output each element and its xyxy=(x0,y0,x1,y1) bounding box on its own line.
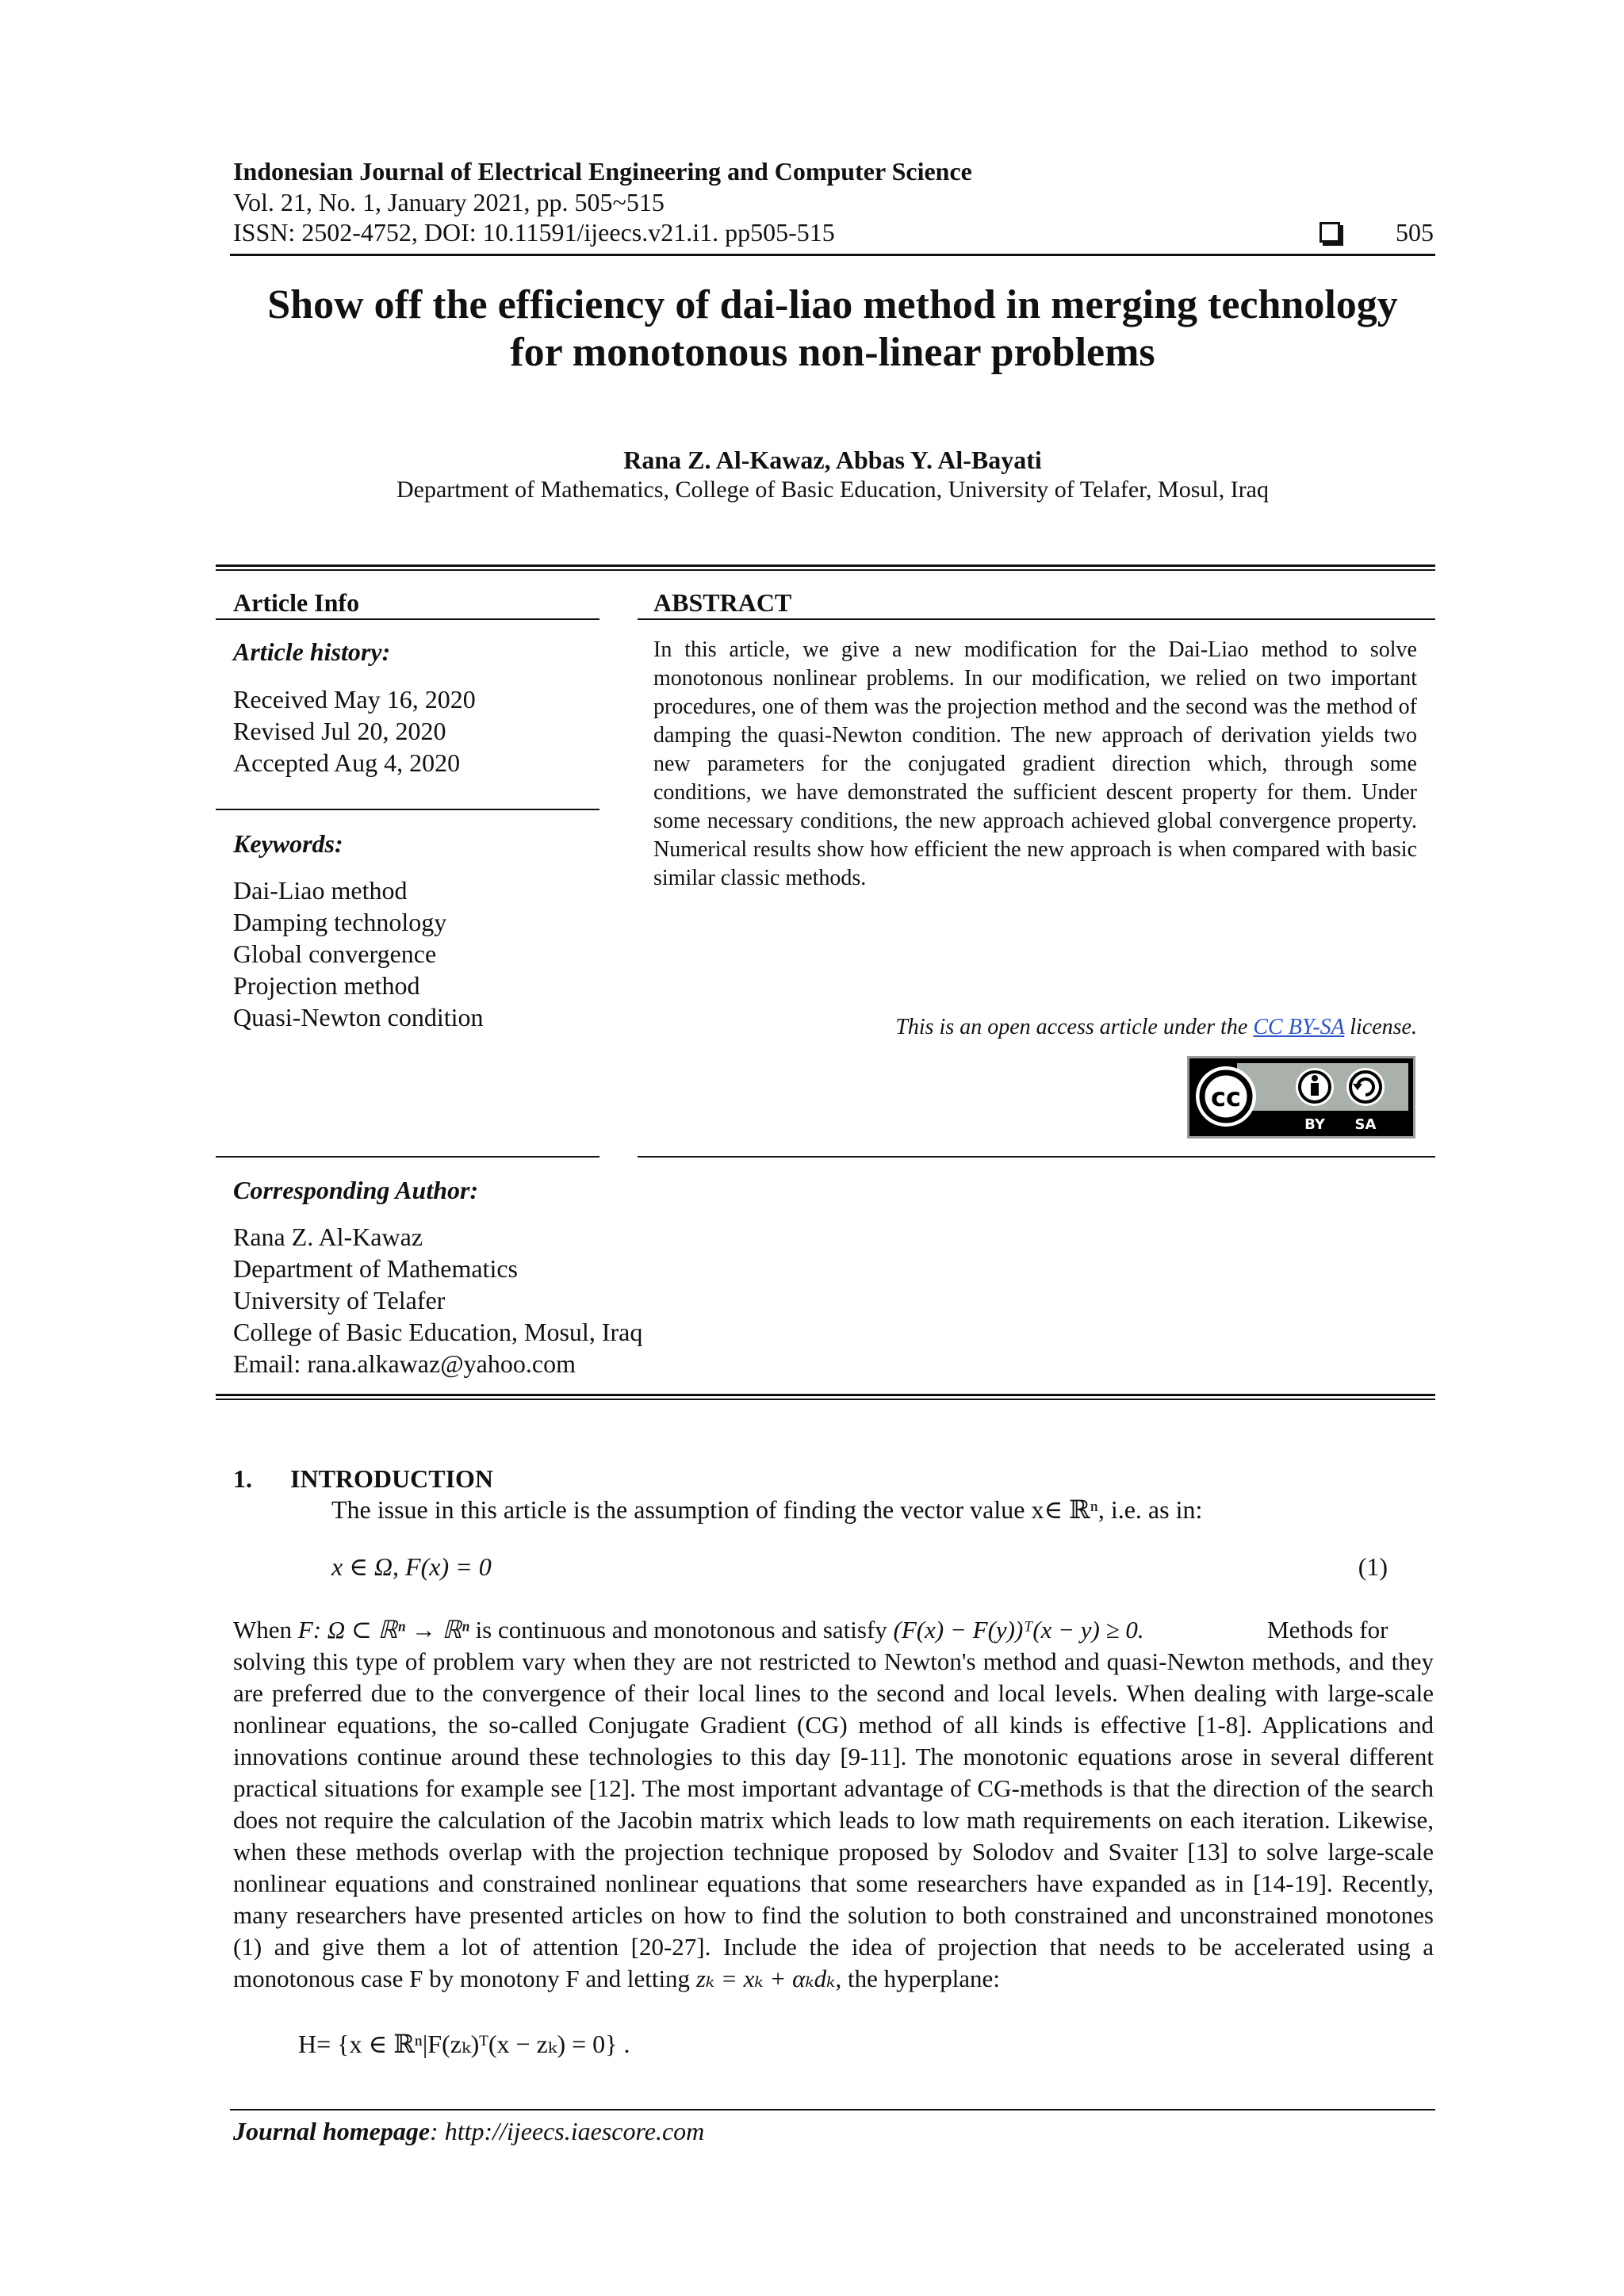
license-prefix: This is an open access article under the xyxy=(895,1015,1254,1039)
keyword-item: Global convergence xyxy=(233,939,437,968)
license-link[interactable]: CC BY-SA xyxy=(1253,1015,1345,1039)
keywords-list xyxy=(233,874,484,1033)
share-alike-icon xyxy=(1346,1068,1385,1106)
square-icon xyxy=(1320,222,1340,243)
intro-sentence: The issue in this article is the assumption of finding the vector value x∈ ℝⁿ, i.e. as in: xyxy=(331,1495,1203,1524)
intro-paragraph xyxy=(233,1646,1434,1995)
monotonicity-math: (F(x) − F(y))ᵀ(x − y) ≥ 0. xyxy=(893,1616,1144,1644)
abstract-rule xyxy=(638,618,1435,620)
monotone-definition-line xyxy=(233,1614,1434,1646)
corresponding-email[interactable]: Email: rana.alkawaz@yahoo.com xyxy=(233,1349,576,1378)
equation-1-number: (1) xyxy=(1358,1552,1388,1581)
authors: Rana Z. Al-Kawaz, Abbas Y. Al-Bayati xyxy=(623,446,1042,474)
header-rule xyxy=(230,254,1435,256)
left-bottom-rule xyxy=(216,1156,599,1158)
paper-title xyxy=(174,281,1491,377)
footer-label: Journal homepage xyxy=(233,2117,431,2145)
corresponding-university: University of Telafer xyxy=(233,1286,446,1314)
title-line-1: Show off the efficiency of dai-liao method in merging technology xyxy=(267,282,1398,327)
abstract-heading: ABSTRACT xyxy=(653,588,792,617)
license-suffix: license. xyxy=(1344,1015,1417,1039)
keyword-item: Dai-Liao method xyxy=(233,876,408,905)
methods-for-text: Methods for xyxy=(1267,1616,1388,1644)
right-bottom-rule xyxy=(638,1156,1435,1158)
journal-issn: ISSN: 2502-4752, DOI: 10.11591/ijeecs.v21.i1. pp505-515 xyxy=(233,218,835,247)
history-list xyxy=(233,683,476,779)
section-heading: INTRODUCTION xyxy=(290,1464,494,1493)
person-icon xyxy=(1296,1068,1334,1106)
history-revised: Revised Jul 20, 2020 xyxy=(233,717,446,745)
footer xyxy=(233,2115,704,2147)
history-accepted: Accepted Aug 4, 2020 xyxy=(233,748,461,777)
corresponding-name: Rana Z. Al-Kawaz xyxy=(233,1223,423,1251)
article-info-rule xyxy=(216,618,599,620)
history-rule xyxy=(216,809,599,810)
journal-volume: Vol. 21, No. 1, January 2021, pp. 505~515 xyxy=(233,188,665,216)
corresponding-college: College of Basic Education, Mosul, Iraq xyxy=(233,1318,643,1346)
iterate-math: zₖ = xₖ + αₖdₖ xyxy=(695,1965,836,1992)
journal-name: Indonesian Journal of Electrical Engineering and Computer Science xyxy=(233,157,972,186)
license-line xyxy=(653,1013,1417,1042)
abstract-text: In this article, we give a new modification for the Dai-Liao method to solve monotonous nonlinear problems. In our modification, we relied on two important procedures, one of them was the projection method and the second was the method of damping the quasi-Newton condition. The new approach of derivation yields two new parameters for the conjugated gradient direction which, through some conditions, we have demonstrated the sufficient descent property for them. Under some necessary conditions, the new approach achieved global convergence property. Numerical results show how efficient the new approach is when compared with basic similar classic methods. xyxy=(653,637,1417,890)
affiliation: Department of Mathematics, College of Basic Education, University of Telafer, Mosul, Iraq xyxy=(396,476,1269,503)
mapping-math: F: Ω ⊂ ℝⁿ → ℝⁿ xyxy=(297,1616,469,1644)
article-info-heading: Article Info xyxy=(233,588,360,617)
footer-rule xyxy=(230,2109,1435,2110)
keyword-item: Projection method xyxy=(233,971,420,1000)
hyperplane-equation: H= {x ∈ ℝⁿ|F(zₖ)ᵀ(x − zₖ) = 0} . xyxy=(298,2030,630,2058)
when-prefix: When xyxy=(233,1616,298,1644)
info-top-rule xyxy=(216,564,1435,571)
keyword-item: Damping technology xyxy=(233,908,447,936)
equation-1: x ∈ Ω, F(x) = 0 xyxy=(331,1552,492,1581)
info-bottom-rule xyxy=(216,1394,1435,1400)
intro-paragraph-text: solving this type of problem vary when they are not restricted to Newton's method and quasi-Newton methods, and they are preferred due to the convergence of their local lines to the second and local levels. When dealing with large-scale nonlinear equations, the so-called Conjugate Gradient (CG) method of all kinds is effective [1-8]. Applications and innovations continue around these technologies to this day [9-11]. The monotonic equations arose in several different practical situations for example see [12]. The most important advantage of CG-methods is that the direction of the search does not require the calculation of the Jacobin matrix which leads to low math requirements on each iteration. Likewise, when these methods overlap with the projection technique proposed by Solodov and Svaiter [13] to solve large-scale nonlinear equations and constrained nonlinear equations that some researchers have expanded as in [14-19]. Recently, many researchers have presented articles on how to find the solution to both constrained and unconstrained monotones (1) and give them a lot of attention [20-27]. Include the idea of projection that needs to be accelerated using a monotonous case F by monotony F and letting xyxy=(233,1647,1434,1992)
footer-url[interactable]: : http://ijeecs.iaescore.com xyxy=(430,2117,705,2145)
corresponding-heading: Corresponding Author: xyxy=(233,1176,479,1204)
cc-by-sa-badge[interactable] xyxy=(1187,1056,1415,1138)
cc-text: cc xyxy=(1211,1082,1241,1112)
hyperplane-lead: , the hyperplane: xyxy=(835,1965,1000,1992)
title-line-2: for monotonous non-linear problems xyxy=(510,330,1155,375)
history-heading: Article history: xyxy=(233,637,391,666)
when-mid: is continuous and monotonous and satisfy xyxy=(469,1616,894,1644)
by-label: BY xyxy=(1304,1116,1325,1133)
history-received: Received May 16, 2020 xyxy=(233,685,476,714)
keyword-item: Quasi-Newton condition xyxy=(233,1003,484,1031)
page-number: 505 xyxy=(1396,218,1434,247)
corresponding-details xyxy=(233,1221,642,1380)
corresponding-dept: Department of Mathematics xyxy=(233,1254,518,1283)
cc-badge-graphic xyxy=(1189,1058,1413,1136)
keywords-heading: Keywords: xyxy=(233,829,343,858)
section-number: 1. xyxy=(233,1464,252,1493)
sa-label: SA xyxy=(1354,1116,1377,1133)
